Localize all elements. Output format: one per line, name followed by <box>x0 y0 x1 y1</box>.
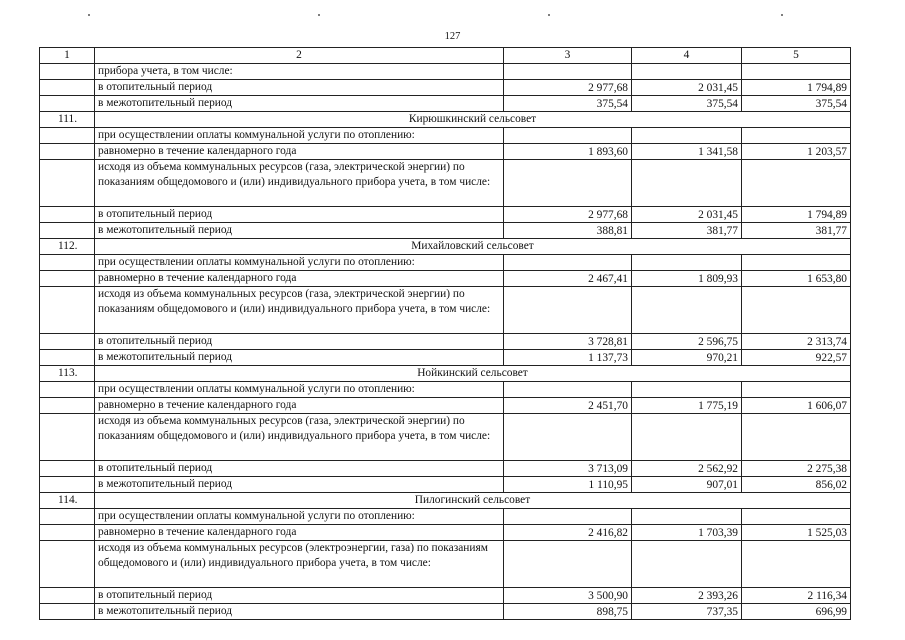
section-header-row <box>40 239 851 255</box>
value-col-4: 1 703,39 <box>632 525 742 541</box>
row-label: в межотопительный период <box>95 223 504 239</box>
value-col-5: 1 525,03 <box>742 525 851 541</box>
value-col-4 <box>632 128 742 144</box>
value-col-5: 1 794,89 <box>742 80 851 96</box>
page-number: 127 <box>444 31 461 42</box>
volume-label-row <box>40 160 851 207</box>
column-header: 5 <box>742 48 851 64</box>
payment-label-row <box>40 128 851 144</box>
column-header: 2 <box>95 48 504 64</box>
value-col-4: 2 031,45 <box>632 207 742 223</box>
value-col-4: 737,35 <box>632 604 742 620</box>
value-col-4 <box>632 414 742 461</box>
value-col-5: 1 203,57 <box>742 144 851 160</box>
value-col-4: 1 775,19 <box>632 398 742 414</box>
value-col-5 <box>742 64 851 80</box>
value-col-5 <box>742 509 851 525</box>
section-name: Кирюшкинский сельсовет <box>95 112 851 128</box>
row-label: исходя из объема коммунальных ресурсов (электроэнергии, газа) по показаниям общедомового и (или) индивидуального прибора учета, в том числе: <box>95 541 504 588</box>
value-col-3: 2 467,41 <box>504 271 632 287</box>
value-col-3: 1 137,73 <box>504 350 632 366</box>
heating-period-row <box>40 334 851 350</box>
nonheating-period-row <box>40 477 851 493</box>
index-cell <box>40 287 95 334</box>
index-cell <box>40 334 95 350</box>
index-cell <box>40 525 95 541</box>
index-cell <box>40 144 95 160</box>
value-col-4: 2 393,26 <box>632 588 742 604</box>
value-col-5 <box>742 382 851 398</box>
row-label: в отопительный период <box>95 461 504 477</box>
value-col-3: 2 451,70 <box>504 398 632 414</box>
row-label: в межотопительный период <box>95 604 504 620</box>
value-col-5: 1 653,80 <box>742 271 851 287</box>
index-cell <box>40 160 95 207</box>
value-col-4: 970,21 <box>632 350 742 366</box>
row-label: равномерно в течение календарного года <box>95 144 504 160</box>
value-col-3: 3 500,90 <box>504 588 632 604</box>
section-index: 113. <box>40 366 95 382</box>
index-cell <box>40 477 95 493</box>
value-col-4 <box>632 64 742 80</box>
index-cell <box>40 604 95 620</box>
section-header-row <box>40 112 851 128</box>
section-index: 111. <box>40 112 95 128</box>
value-col-3: 1 893,60 <box>504 144 632 160</box>
value-col-4 <box>632 541 742 588</box>
index-cell <box>40 128 95 144</box>
value-col-4: 1 809,93 <box>632 271 742 287</box>
section-name: Михайловский сельсовет <box>95 239 851 255</box>
scan-dots <box>0 14 905 20</box>
row-label: равномерно в течение календарного года <box>95 525 504 541</box>
value-col-4 <box>632 255 742 271</box>
table-row <box>40 64 851 80</box>
value-col-3: 2 977,68 <box>504 207 632 223</box>
value-col-4: 375,54 <box>632 96 742 112</box>
value-col-3 <box>504 414 632 461</box>
section-index: 114. <box>40 493 95 509</box>
value-col-4: 2 562,92 <box>632 461 742 477</box>
value-col-3: 388,81 <box>504 223 632 239</box>
value-col-5: 381,77 <box>742 223 851 239</box>
volume-label-row <box>40 541 851 588</box>
value-col-5: 2 116,34 <box>742 588 851 604</box>
value-col-5 <box>742 128 851 144</box>
value-col-4: 907,01 <box>632 477 742 493</box>
heating-period-row <box>40 588 851 604</box>
value-col-5 <box>742 414 851 461</box>
value-col-5: 375,54 <box>742 96 851 112</box>
value-col-5: 2 275,38 <box>742 461 851 477</box>
index-cell <box>40 414 95 461</box>
row-label: в отопительный период <box>95 588 504 604</box>
row-label: равномерно в течение календарного года <box>95 398 504 414</box>
value-col-3: 375,54 <box>504 96 632 112</box>
uniform-row <box>40 525 851 541</box>
nonheating-period-row <box>40 223 851 239</box>
column-header: 4 <box>632 48 742 64</box>
value-col-4: 2 031,45 <box>632 80 742 96</box>
value-col-5 <box>742 160 851 207</box>
value-col-5: 1 606,07 <box>742 398 851 414</box>
value-col-5: 2 313,74 <box>742 334 851 350</box>
payment-label-row <box>40 509 851 525</box>
payment-label-row <box>40 382 851 398</box>
value-col-3 <box>504 287 632 334</box>
section-name: Нойкинский сельсовет <box>95 366 851 382</box>
index-cell <box>40 461 95 477</box>
value-col-4 <box>632 509 742 525</box>
index-cell <box>40 207 95 223</box>
index-cell <box>40 398 95 414</box>
value-col-3: 1 110,95 <box>504 477 632 493</box>
value-col-5: 696,99 <box>742 604 851 620</box>
uniform-row <box>40 144 851 160</box>
value-col-3 <box>504 64 632 80</box>
column-header: 1 <box>40 48 95 64</box>
volume-label-row <box>40 287 851 334</box>
value-col-3: 2 977,68 <box>504 80 632 96</box>
column-header: 3 <box>504 48 632 64</box>
value-col-3 <box>504 382 632 398</box>
heating-period-row <box>40 207 851 223</box>
value-col-4: 381,77 <box>632 223 742 239</box>
section-header-row <box>40 366 851 382</box>
value-col-4 <box>632 382 742 398</box>
volume-label-row <box>40 414 851 461</box>
table-row <box>40 80 851 96</box>
index-cell <box>40 382 95 398</box>
value-col-3 <box>504 128 632 144</box>
payment-label-row <box>40 255 851 271</box>
row-label: в отопительный период <box>95 80 504 96</box>
value-col-4: 2 596,75 <box>632 334 742 350</box>
row-label: при осуществлении оплаты коммунальной услуги по отоплению: <box>95 255 504 271</box>
section-index: 112. <box>40 239 95 255</box>
table-header-row <box>40 48 851 64</box>
tariff-table <box>39 47 851 620</box>
row-label: в межотопительный период <box>95 350 504 366</box>
index-cell <box>40 271 95 287</box>
uniform-row <box>40 271 851 287</box>
index-cell <box>40 255 95 271</box>
value-col-3: 2 416,82 <box>504 525 632 541</box>
value-col-5: 1 794,89 <box>742 207 851 223</box>
value-col-3 <box>504 255 632 271</box>
index-cell <box>40 350 95 366</box>
row-label: в отопительный период <box>95 207 504 223</box>
row-label: исходя из объема коммунальных ресурсов (газа, электрической энергии) по показаниям общедомового и (или) индивидуального прибора учета, в том числе: <box>95 160 504 207</box>
value-col-3: 3 728,81 <box>504 334 632 350</box>
value-col-4: 1 341,58 <box>632 144 742 160</box>
value-col-3: 898,75 <box>504 604 632 620</box>
table-row <box>40 96 851 112</box>
row-label: исходя из объема коммунальных ресурсов (газа, электрической энергии) по показаниям общедомового и (или) индивидуального прибора учета, в том числе: <box>95 414 504 461</box>
value-col-5 <box>742 287 851 334</box>
nonheating-period-row <box>40 604 851 620</box>
row-label: прибора учета, в том числе: <box>95 64 504 80</box>
index-cell <box>40 223 95 239</box>
row-label: при осуществлении оплаты коммунальной услуги по отоплению: <box>95 128 504 144</box>
nonheating-period-row <box>40 350 851 366</box>
row-label: в межотопительный период <box>95 477 504 493</box>
index-cell <box>40 588 95 604</box>
value-col-5 <box>742 541 851 588</box>
index-cell <box>40 509 95 525</box>
index-cell <box>40 541 95 588</box>
row-label: в межотопительный период <box>95 96 504 112</box>
row-label: в отопительный период <box>95 334 504 350</box>
value-col-3 <box>504 541 632 588</box>
section-name: Пилогинский сельсовет <box>95 493 851 509</box>
value-col-5 <box>742 255 851 271</box>
index-cell <box>40 96 95 112</box>
row-label: исходя из объема коммунальных ресурсов (газа, электрической энергии) по показаниям общедомового и (или) индивидуального прибора учета, в том числе: <box>95 287 504 334</box>
uniform-row <box>40 398 851 414</box>
row-label: при осуществлении оплаты коммунальной услуги по отоплению: <box>95 509 504 525</box>
index-cell <box>40 64 95 80</box>
value-col-3 <box>504 509 632 525</box>
value-col-3 <box>504 160 632 207</box>
value-col-3: 3 713,09 <box>504 461 632 477</box>
value-col-4 <box>632 160 742 207</box>
row-label: равномерно в течение календарного года <box>95 271 504 287</box>
index-cell <box>40 80 95 96</box>
row-label: при осуществлении оплаты коммунальной услуги по отоплению: <box>95 382 504 398</box>
heating-period-row <box>40 461 851 477</box>
value-col-5: 922,57 <box>742 350 851 366</box>
section-header-row <box>40 493 851 509</box>
value-col-4 <box>632 287 742 334</box>
value-col-5: 856,02 <box>742 477 851 493</box>
